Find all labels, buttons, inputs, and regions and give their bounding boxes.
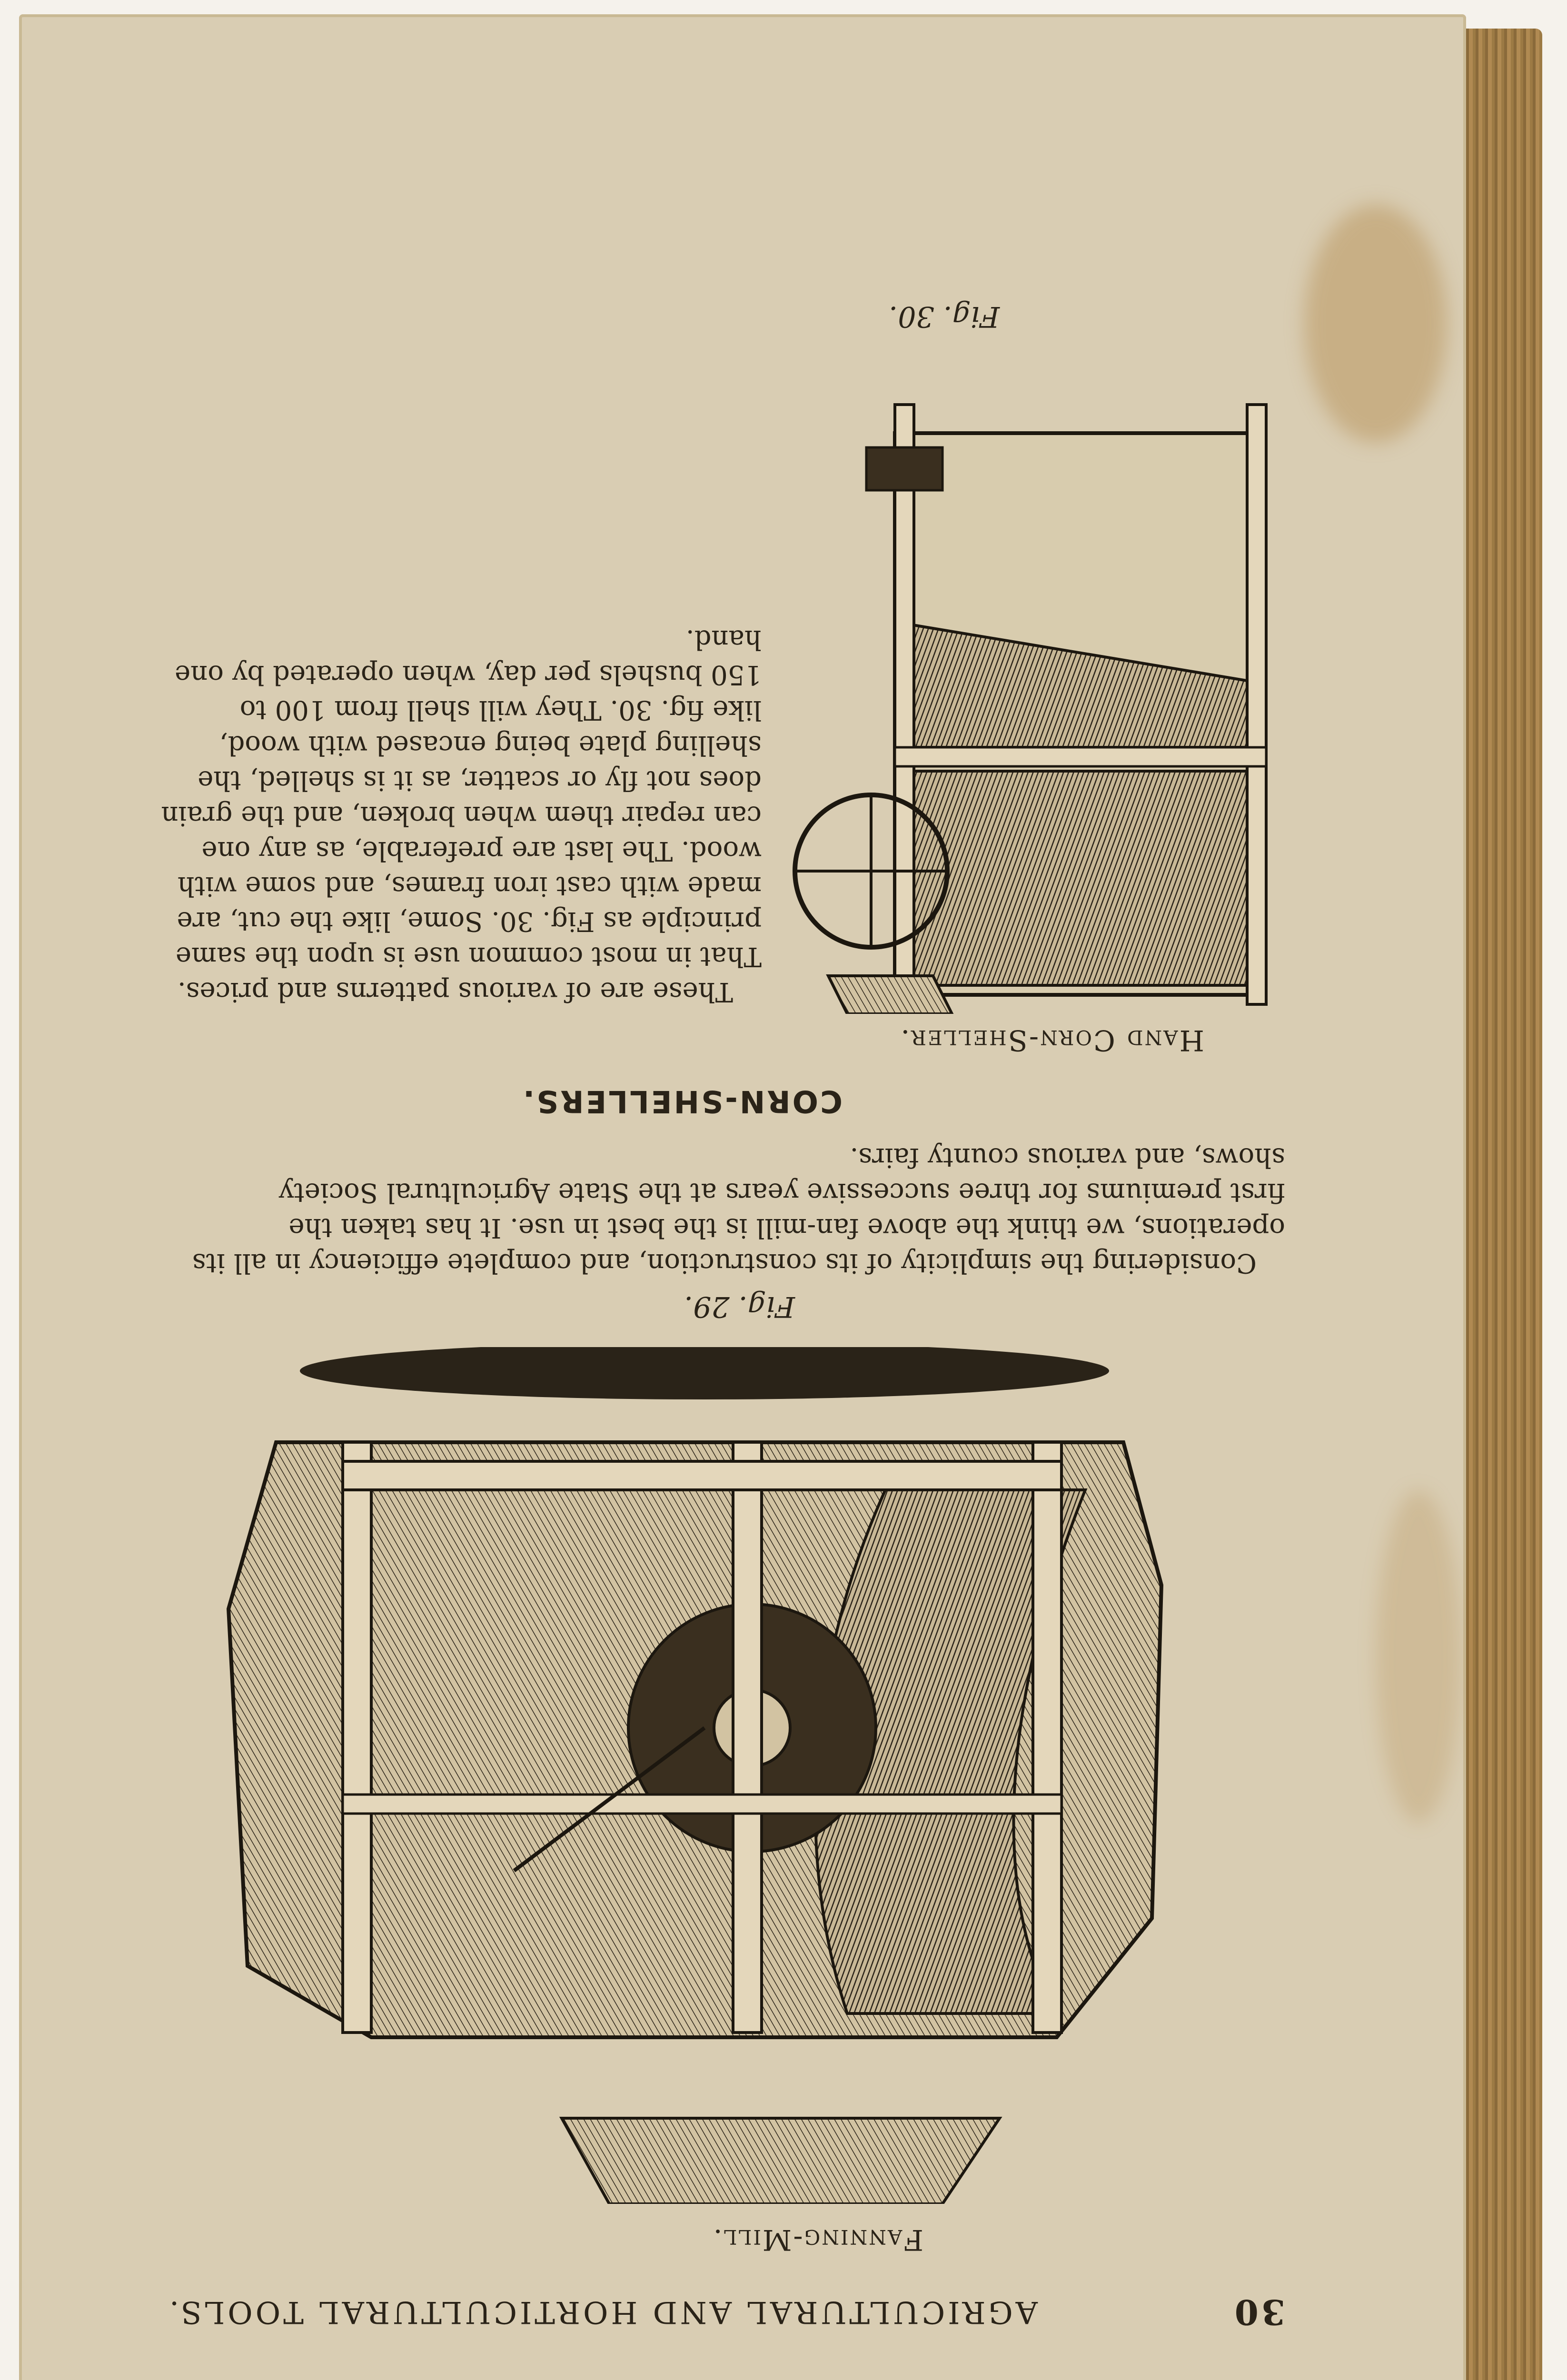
- figure-caption-fanning-mill: Fanning-Mill.: [712, 2223, 923, 2256]
- text-line: Considering the simplicity of its construction, and complete efficiency in all its: [192, 1248, 1257, 1279]
- text-line: does not fly or scatter, as it is shelled, the: [198, 765, 762, 796]
- page-header: [95, 2290, 1285, 2332]
- fanning-mill-illustration: [157, 1347, 1180, 2204]
- figure-caption-corn-sheller: Hand Corn-Sheller.: [899, 1023, 1204, 1057]
- text-line: shelling plate being encased with wood,: [219, 730, 762, 761]
- text-line: hand.: [685, 624, 762, 655]
- text-line: wood. The last are preferable, as any one: [201, 835, 762, 866]
- page-stain: [1376, 1490, 1461, 1823]
- figure-label-29: Fig. 29.: [684, 1290, 795, 1323]
- corn-sheller-illustration: [785, 347, 1285, 1014]
- text-line: principle as Fig. 30. Some, like the cut, are: [177, 906, 762, 937]
- running-title: AGRICULTURAL AND HORTICULTURAL TOOLS.: [166, 2294, 1038, 2330]
- text-line: That in most common use is upon the same: [175, 941, 762, 972]
- paragraph-fanning-mill: [95, 1140, 1285, 1280]
- paragraph-corn-shellers: [95, 622, 762, 1009]
- figure-label-30: Fig. 30.: [889, 300, 1000, 333]
- text-line: made with cast iron frames, and some with: [177, 871, 762, 902]
- text-line: These are of various patterns and prices.: [177, 976, 733, 1007]
- text-line: can repair them when broken, and the grain: [161, 800, 762, 831]
- text-line: first premiums for three successive years at the State Agricultural Society: [278, 1177, 1285, 1208]
- page-stain: [1304, 205, 1447, 443]
- text-line: shows, and various county fairs.: [850, 1142, 1285, 1173]
- text-line: 150 bushels per day, when operated by one: [175, 659, 762, 690]
- page-edges: [1457, 29, 1542, 2380]
- text-line: like fig. 30. They will shell from 100 to: [239, 694, 762, 725]
- page-number: 30: [1231, 2292, 1285, 2332]
- page-content-upside-down: [95, 267, 1285, 2361]
- section-heading-corn-shellers: CORN-SHELLERS.: [521, 1083, 843, 1119]
- text-line: operations, we think the above fan-mill is the best in use. It has taken the: [288, 1212, 1285, 1243]
